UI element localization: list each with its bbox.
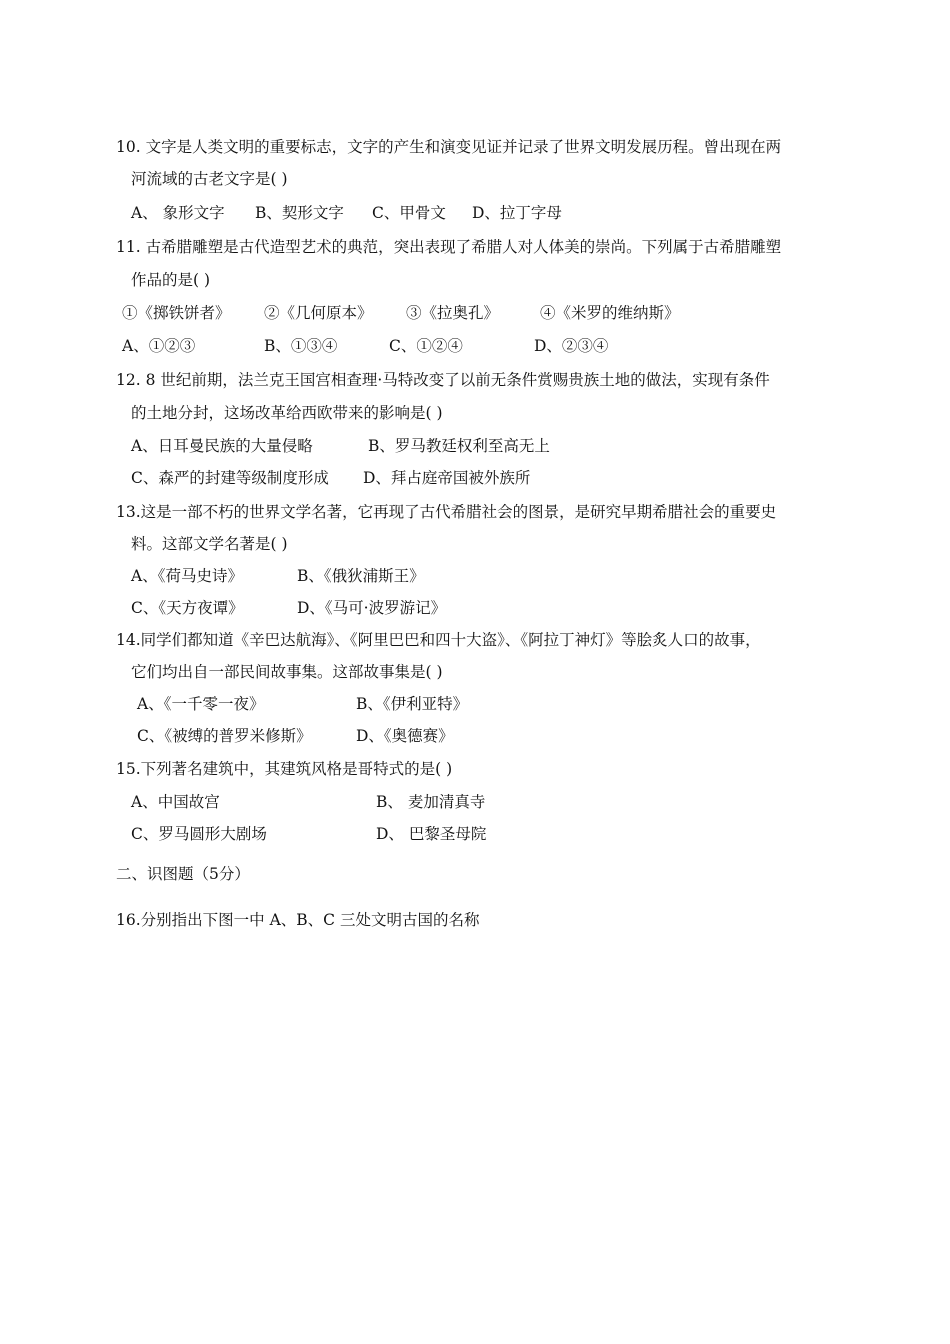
question-12-options-row-2 bbox=[131, 468, 530, 488]
question-11-line-2: 作品的是( ) bbox=[131, 271, 211, 289]
option-c: C、甲骨文 bbox=[372, 204, 446, 222]
question-13-options-row-2 bbox=[131, 598, 446, 618]
option-c: C、罗马圆形大剧场 bbox=[131, 825, 267, 843]
option-a: A、日耳曼民族的大量侵略 bbox=[131, 437, 313, 455]
item-4: ④《米罗的维纳斯》 bbox=[540, 304, 680, 322]
option-b: B、契形文字 bbox=[255, 204, 344, 222]
option-b: B、罗马教廷权利至高无上 bbox=[368, 437, 550, 455]
option-c: C、《天方夜谭》 bbox=[131, 599, 244, 617]
question-13-options-row-1 bbox=[131, 566, 425, 586]
option-d: D、 巴黎圣母院 bbox=[376, 825, 487, 843]
question-14-options-row-2 bbox=[137, 726, 454, 746]
question-15-options-row-2 bbox=[131, 824, 486, 844]
option-d: D、《奥德赛》 bbox=[356, 727, 454, 745]
question-14-options-row-1 bbox=[137, 694, 468, 714]
option-a: A、①②③ bbox=[122, 337, 196, 355]
option-a: A、《荷马史诗》 bbox=[131, 567, 243, 585]
question-12-line-2: 的土地分封，这场改革给西欧带来的影响是( ) bbox=[131, 404, 443, 422]
option-c: C、①②④ bbox=[389, 337, 463, 355]
option-d: D、拜占庭帝国被外族所 bbox=[363, 469, 531, 487]
option-a: A、 象形文字 bbox=[131, 204, 225, 222]
question-11-options bbox=[122, 336, 608, 356]
question-15-line-1: 15.下列著名建筑中，其建筑风格是哥特式的是( ) bbox=[116, 760, 453, 778]
question-13-line-2: 料。这部文学名著是( ) bbox=[131, 535, 288, 553]
item-3: ③《拉奥孔》 bbox=[406, 304, 500, 322]
option-b: B、《俄狄浦斯王》 bbox=[297, 567, 425, 585]
question-10-options bbox=[131, 203, 562, 223]
question-14-line-2: 它们均出自一部民间故事集。这部故事集是( ) bbox=[131, 663, 443, 681]
question-16: 16.分别指出下图一中 A、B、C 三处文明古国的名称 bbox=[116, 911, 480, 929]
question-11-items bbox=[122, 303, 680, 323]
question-10-line-1: 10. 文字是人类文明的重要标志，文字的产生和演变见证并记录了世界文明发展历程。曾出现在两 bbox=[116, 138, 782, 156]
item-1: ①《掷铁饼者》 bbox=[122, 304, 231, 322]
question-12-options-row-1 bbox=[131, 436, 550, 456]
option-c: C、森严的封建等级制度形成 bbox=[131, 469, 329, 487]
item-2: ②《几何原本》 bbox=[264, 304, 373, 322]
question-14-line-1: 14.同学们都知道《辛巴达航海》、《阿里巴巴和四十大盗》、《阿拉丁神灯》等脍炙人口的故事， bbox=[116, 631, 761, 649]
option-b: B、 麦加清真寺 bbox=[376, 793, 486, 811]
option-d: D、拉丁字母 bbox=[472, 204, 562, 222]
question-15-options-row-1 bbox=[131, 792, 485, 812]
option-b: B、《伊利亚特》 bbox=[356, 695, 469, 713]
option-d: D、《马可·波罗游记》 bbox=[297, 599, 447, 617]
option-d: D、②③④ bbox=[534, 337, 609, 355]
option-c: C、《被缚的普罗米修斯》 bbox=[137, 727, 312, 745]
question-13-line-1: 13.这是一部不朽的世界文学名著，它再现了古代希腊社会的图景，是研究早期希腊社会的重要史 bbox=[116, 503, 777, 521]
option-a: A、中国故宫 bbox=[131, 793, 220, 811]
section-2-heading: 二、识图题（5分） bbox=[116, 865, 250, 883]
question-12-line-1: 12. 8 世纪前期，法兰克王国宫相查理·马特改变了以前无条件赏赐贵族土地的做法，实现有条件 bbox=[116, 371, 770, 389]
option-a: A、《一千零一夜》 bbox=[137, 695, 265, 713]
question-11-line-1: 11. 古希腊雕塑是古代造型艺术的典范，突出表现了希腊人对人体美的崇尚。下列属于古希腊雕塑 bbox=[116, 238, 782, 256]
option-b: B、①③④ bbox=[264, 337, 338, 355]
question-10-line-2: 河流域的古老文字是( ) bbox=[131, 170, 288, 188]
